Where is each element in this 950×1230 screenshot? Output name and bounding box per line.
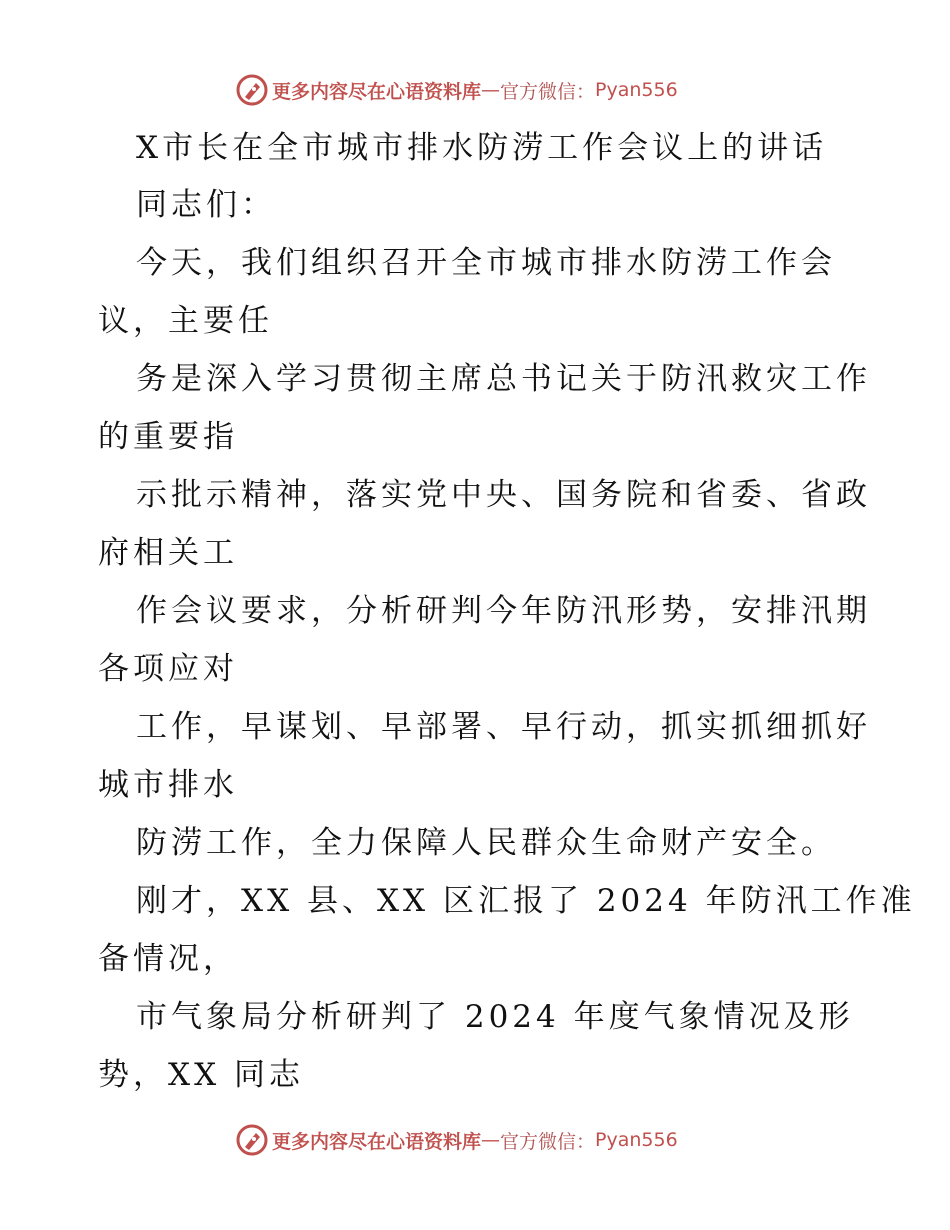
paragraph-line: 府相关工: [98, 535, 238, 571]
paragraph-line: 务是深入学习贯彻主席总书记关于防汛救灾工作: [136, 361, 871, 397]
watermark-wechat-label: 官方微信：: [500, 80, 596, 103]
watermark-separator: —: [481, 79, 501, 101]
paragraph-line: 今天，我们组织召开全市城市排水防涝工作会: [136, 245, 836, 281]
paragraph-line: 城市排水: [98, 767, 238, 803]
paragraph-line: 备情况，: [98, 941, 238, 977]
paragraph-line: 示批示精神，落实党中央、国务院和省委、省政: [136, 477, 871, 513]
paragraph-line: 各项应对: [98, 651, 238, 687]
paragraph-line: 作会议要求，分析研判今年防汛形势，安排汛期: [136, 593, 871, 629]
footer-watermark: [236, 1123, 678, 1157]
paragraph-line: 势，XX 同志: [98, 1057, 304, 1093]
watermark-wechat-id: Pyan556: [595, 1129, 678, 1151]
pen-nib-circle-icon: [236, 1124, 268, 1156]
paragraph-line: 工作，早谋划、早部署、早行动，抓实抓细抓好: [136, 709, 871, 745]
paragraph-line: 防涝工作，全力保障人民群众生命财产安全。: [136, 825, 836, 861]
paragraph-line: 刚才，XX 县、XX 区汇报了 2024 年防汛工作准: [136, 883, 916, 919]
document-title: X市长在全市城市排水防涝工作会议上的讲话: [136, 130, 828, 166]
paragraph-line: 市气象局分析研判了 2024 年度气象情况及形: [136, 999, 854, 1035]
paragraph-line: 的重要指: [98, 419, 238, 455]
watermark-wechat-label: 官方微信：: [500, 1130, 596, 1153]
watermark-site-text: 更多内容尽在心语资料库: [272, 80, 482, 103]
watermark-wechat-id: Pyan556: [595, 79, 678, 101]
paragraph-line: 议，主要任: [98, 303, 273, 339]
watermark-separator: —: [481, 1129, 501, 1151]
watermark-site-text: 更多内容尽在心语资料库: [272, 1130, 482, 1153]
salutation: 同志们：: [136, 187, 276, 223]
